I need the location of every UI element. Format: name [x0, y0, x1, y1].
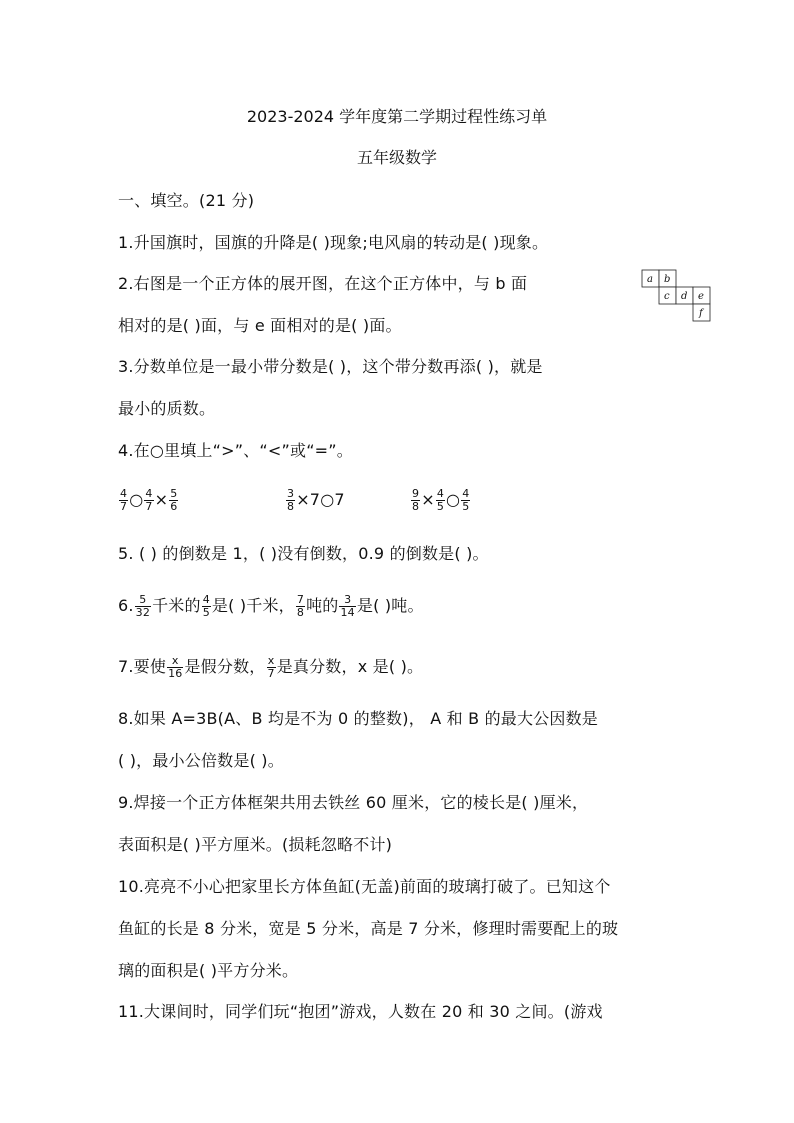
question-6: 6. $\frac{5}{32}$ 千米的 $\frac{4}{5}$ 是( )千米， $\frac{7}{8}$ 吨的 $\frac{3}{14}$ 是( )吨。: [118, 593, 424, 619]
question-1: 1.升国旗时，国旗的升降是( )现象;电风扇的转动是( )现象。: [118, 233, 549, 252]
cube-face-a: a: [647, 274, 653, 285]
question-9-line-2: 表面积是( )平方厘米。(损耗忽略不计): [118, 835, 393, 854]
question-11: 11.大课间时，同学们玩“抱团”游戏，人数在 20 和 30 之间。(游戏: [118, 1002, 603, 1021]
fraction: $\frac{x}{16}$: [168, 654, 183, 680]
page-title: 2023-2024 学年度第二学期过程性练习单: [246, 107, 548, 126]
question-3-line-1: 3.分数单位是一最小带分数是( )，这个带分数再添( )，就是: [118, 357, 543, 376]
question-10-line-2: 鱼缸的长是 8 分米，宽是 5 分米，高是 7 分米，修理时需要配上的玻: [118, 919, 619, 938]
question-2-line-2: 相对的是( )面，与 e 面相对的是( )面。: [118, 316, 402, 335]
cube-face-b: b: [664, 274, 671, 285]
compare-circle: ○: [129, 490, 144, 509]
question-9-line-1: 9.焊接一个正方体框架共用去铁丝 60 厘米，它的棱长是( )厘米，: [118, 793, 589, 812]
question-4-item-3: [410, 488, 471, 513]
page-subtitle: 五年级数学: [356, 148, 437, 167]
fraction: $\frac{9}{8}$: [412, 487, 420, 513]
question-4: 4.在○里填上“>”、“<”或“=”。: [118, 441, 353, 460]
question-2-line-1: 2.右图是一个正方体的展开图，在这个正方体中，与 b 面: [118, 274, 528, 293]
fraction: $\frac{4}{7}$: [145, 487, 153, 513]
question-3-line-2: 最小的质数。: [118, 399, 216, 418]
compare-circle: ○: [446, 490, 461, 509]
fraction: $\frac{4}{5}$: [462, 487, 470, 513]
fraction: $\frac{5}{32}$: [135, 593, 151, 619]
cube-face-e: e: [698, 291, 704, 302]
section-heading: 一、填空。(21 分): [118, 191, 255, 210]
fraction: $\frac{4}{5}$: [202, 593, 210, 619]
cube-face-f: f: [699, 308, 703, 319]
question-4-item-2: [285, 488, 345, 513]
fraction: $\frac{3}{14}$: [340, 593, 355, 619]
question-10-line-1: 10.亮亮不小心把家里长方体鱼缸(无盖)前面的玻璃打破了。已知这个: [118, 877, 611, 896]
question-8-line-2: ( )，最小公倍数是( )。: [118, 751, 284, 770]
fraction: $\frac{3}{8}$: [287, 487, 295, 513]
question-8-line-1: 8.如果 A=3B(A、B 均是不为 0 的整数)， A 和 B 的最大公因数是: [118, 709, 598, 728]
question-10-line-3: 璃的面积是( )平方分米。: [118, 961, 299, 980]
fraction: $\frac{x}{7}$: [267, 654, 275, 680]
times-sign: ×: [421, 490, 435, 509]
fraction: $\frac{4}{7}$: [120, 487, 128, 513]
cube-face-c: c: [664, 291, 670, 302]
question-5: 5. ( ) 的倒数是 1，( )没有倒数，0.9 的倒数是( )。: [118, 544, 489, 563]
cube-net-diagram: [641, 269, 711, 325]
fraction: $\frac{4}{5}$: [436, 487, 445, 513]
cube-face-d: d: [681, 291, 688, 302]
fraction: $\frac{7}{8}$: [296, 593, 305, 619]
fraction: $\frac{5}{6}$: [170, 487, 178, 513]
times-sign: ×: [154, 490, 169, 509]
expression-rest: ×7○7: [296, 490, 345, 509]
question-4-item-1: [118, 488, 179, 513]
question-7: 7.要使 $\frac{x}{16}$ 是假分数， $\frac{x}{7}$ 是真分数，x 是( )。: [118, 654, 424, 680]
